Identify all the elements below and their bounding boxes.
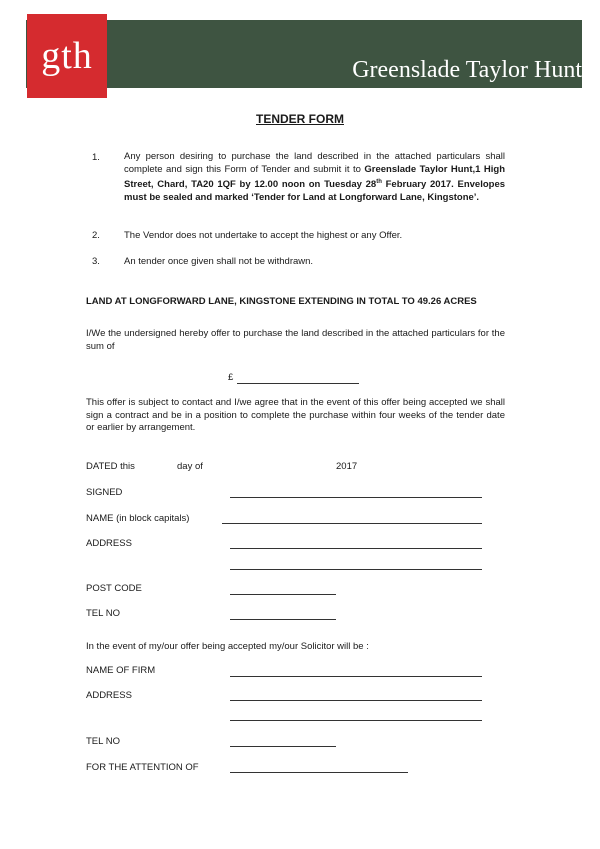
subject-text: This offer is subject to contact and I/we agree that in the event of this offer being accepted we shall sign a contract and be in a position to complete the purchase within four weeks of the tender date or earlier by arrangement. (86, 397, 505, 434)
dated-label: DATED this (86, 461, 135, 472)
gth-logo: gth (27, 14, 107, 98)
header-banner (26, 20, 582, 88)
offer-text: I/We the undersigned hereby offer to purchase the land described in the attached particulars for the sum of (86, 328, 505, 352)
condition-text (124, 151, 505, 205)
name-label: NAME (in block capitals) (86, 513, 190, 524)
solicitor-tel-label: TEL NO (86, 736, 120, 747)
firm-field[interactable] (230, 676, 482, 677)
sum-field[interactable] (237, 383, 359, 384)
solicitor-tel-field[interactable] (230, 746, 336, 747)
day-of-label: day of (177, 461, 203, 472)
solicitor-address-field-2[interactable] (230, 720, 482, 721)
condition-text-bold: Greenslade Taylor Hunt,1 High Street, Chard, TA20 1QF by 12.00 noon on Tuesday 28 (124, 163, 506, 191)
company-name: Greenslade Taylor Hunt (352, 57, 582, 83)
condition-text: An tender once given shall not be withdrawn. (124, 256, 314, 267)
attention-field[interactable] (230, 772, 408, 773)
condition-sup: th (376, 179, 382, 186)
name-field[interactable] (222, 523, 482, 524)
postcode-label: POST CODE (86, 583, 142, 594)
condition-number: 1. (92, 152, 100, 163)
condition-text: The Vendor does not undertake to accept the highest or any Offer. (124, 230, 403, 241)
currency-symbol: £ (228, 372, 234, 383)
solicitor-intro: In the event of my/our offer being accepted my/our Solicitor will be : (86, 641, 369, 652)
attention-label: FOR THE ATTENTION OF (86, 762, 199, 773)
tel-field[interactable] (230, 619, 336, 620)
address-field-2[interactable] (230, 569, 482, 570)
solicitor-address-field-1[interactable] (230, 700, 482, 701)
land-heading: LAND AT LONGFORWARD LANE, KINGSTONE EXTENDING IN TOTAL TO 49.26 ACRES (86, 296, 477, 307)
address-field-1[interactable] (230, 548, 482, 549)
firm-label: NAME OF FIRM (86, 665, 156, 676)
year-label: 2017 (336, 461, 358, 472)
postcode-field[interactable] (230, 594, 336, 595)
condition-number: 3. (92, 256, 100, 267)
condition-text-plain: Any person desiring to purchase the land described in the attached particulars shall complete and sign this Form of Tender and submit it to (124, 151, 505, 175)
solicitor-address-label: ADDRESS (86, 690, 132, 701)
address-label: ADDRESS (86, 538, 132, 549)
condition-text-bold-2: February 2017. Envelopes must be sealed and marked ‘Tender for Land at Longforward Lane, Kingstone’. (124, 179, 506, 203)
page-title: TENDER FORM (256, 112, 344, 126)
tel-label: TEL NO (86, 608, 120, 619)
condition-number: 2. (92, 230, 100, 241)
signed-field[interactable] (230, 497, 482, 498)
signed-label: SIGNED (86, 487, 123, 498)
